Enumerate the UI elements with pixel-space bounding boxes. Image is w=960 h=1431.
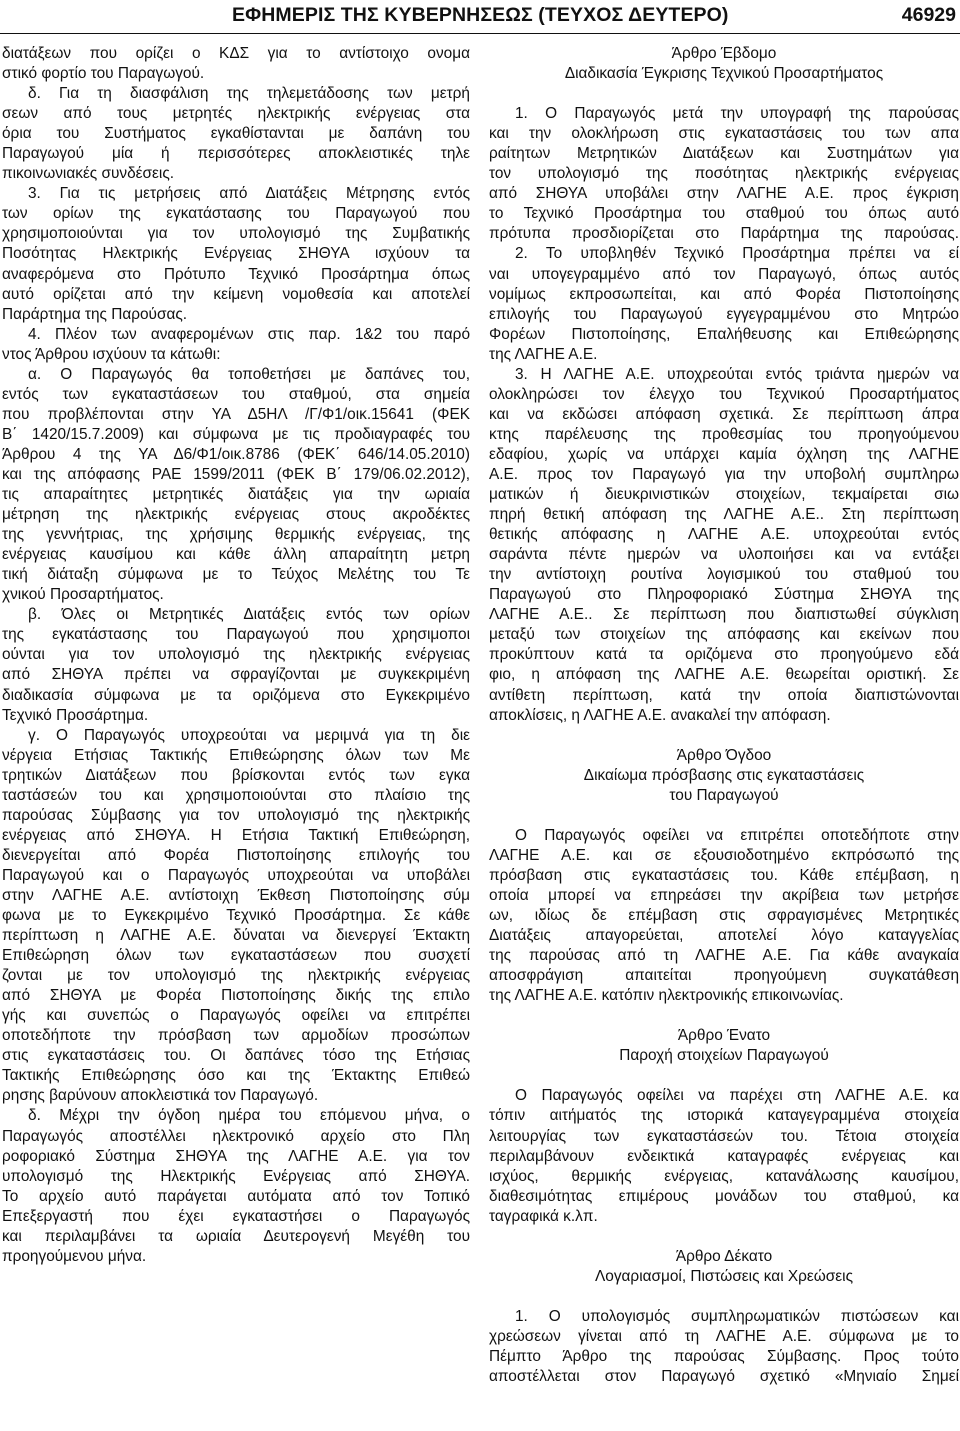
- article-heading: Άρθρο Δέκατο: [675, 1247, 773, 1265]
- right-column-text-line: Ο Παραγωγός οφείλει να παρέχει στη ΛΑΓΗΕ Α.Ε. κα: [515, 1087, 959, 1105]
- gazette-title: ΕΦΗΜΕΡΙΣ ΤΗΣ ΚΥΒΕΡΝΗΣΕΩΣ (ΤΕΥΧΟΣ ΔΕΥΤΕΡΟ): [232, 4, 729, 26]
- left-column-text-line: των ορίων της εγκατάστασης του Παραγωγού που: [2, 205, 470, 223]
- left-column-text-line: ροφοριακό Σύστημα ΣΗΘΥΑ της ΛΑΓΗΕ Α.Ε. για τον: [2, 1147, 470, 1165]
- paragraph-spacer: [489, 84, 959, 104]
- right-column-text-line: θετικής απόφασης η ΛΑΓΗΕ Α.Ε. υποχρεούται εντός: [489, 526, 959, 544]
- right-column-text-line: σαράντα πέντε ημερών να υλοποιήσει και να εντάξει: [489, 546, 959, 564]
- left-column-text-line: τρητικών Διατάξεων που βρίσκονται εντός των εγκα: [2, 766, 470, 784]
- paragraph-spacer: [489, 1287, 959, 1307]
- right-column-text-line: ΛΑΓΗΕ Α.Ε. και σε εξουσιοδοτημένο εκπρόσωπό της: [489, 846, 959, 864]
- left-column-text-line: Παραγωγού μία ή περισσότερες αποκλειστικές τηλε: [2, 145, 470, 163]
- left-column-text-line: Επιθεώρηση όλων των εγκαταστάσεων που συσχετί: [2, 947, 470, 965]
- left-column-text-line: α. Ο Παραγωγός θα τοποθετήσει με δαπάνες του,: [28, 365, 470, 383]
- right-column-text-line: μεταξύ των στοιχείων της απόφασης και εκείνων που: [489, 626, 959, 644]
- left-column-text-line: Παράρτημα της Παρούσας.: [2, 305, 188, 323]
- paragraph-spacer: [489, 1066, 959, 1086]
- left-column-text-line: ντος Άρθρου ισχύουν τα κάτωθι:: [2, 345, 221, 363]
- right-column-text-line: ΛΑΓΗΕ Α.Ε.. Σε περίπτωση που διαπιστωθεί σύγκλιση: [489, 606, 959, 624]
- left-column-text-line: πικοινωνιακές συνδέσεις.: [2, 165, 175, 183]
- right-column-text-line: Διατάξεις απαγορεύεται, αποτελεί λόγο καταγγελίας: [489, 927, 959, 945]
- right-column-text-line: τον υπολογισμό της ποσότητας ηλεκτρικής ενέργειας: [489, 165, 959, 183]
- left-column-text-line: τις απαραίτητες μετρητικές διατάξεις για την ωριαία: [2, 486, 470, 504]
- right-column-text-line: φιο, η απόφαση της ΛΑΓΗΕ Α.Ε. θεωρείται οριστική. Σε: [489, 666, 959, 684]
- left-column-text-line: ενέργειας από ΣΗΘΥΑ. Η Ετήσια Τακτική Επιθεώρηση,: [2, 826, 470, 844]
- right-column-text-line: αποσφράγιση απαιτείται προηγούμενη συγκατάθεση: [489, 967, 959, 985]
- left-column-text-line: Το αρχείο αυτό παράγεται αυτόματα από τον Τοπικό: [2, 1187, 470, 1205]
- right-column-text-line: νομίμως εκπροσωπείται, και από Φορέα Πιστοποίησης: [489, 285, 959, 303]
- right-column-text-line: αντίθετη περίπτωση, κατά την οποία διαπιστώνονται: [489, 686, 959, 704]
- right-column-text-line: πρότυπα προσδιορίζεται στο Παράρτημα της παρούσας.: [489, 225, 959, 243]
- article-heading: Παροχή στοιχείων Παραγωγού: [619, 1047, 829, 1065]
- right-column-text-line: πηρή θετική απόφαση της ΛΑΓΗΕ Α.Ε.. Στη περίπτωση: [489, 506, 959, 524]
- left-column-text-line: στικό φορτίο του Παραγωγού.: [2, 65, 205, 83]
- right-column-text-line: της ΛΑΓΗΕ Α.Ε.: [489, 345, 598, 363]
- right-column-text-line: της ΛΑΓΗΕ Α.Ε. κατόπιν ηλεκτρονικής επικοινωνίας.: [489, 987, 844, 1005]
- right-column-text-line: χρεώσεων γίνεται από τη ΛΑΓΗΕ Α.Ε. σύμφωνα με το: [489, 1328, 959, 1345]
- right-column-text-line: πρόσβαση στις εγκαταστάσεις του. Κάθε επέμβαση, η: [489, 866, 959, 884]
- left-column-text-line: 3. Για τις μετρήσεις από Διατάξεις Μέτρησης εντός: [28, 185, 470, 203]
- right-column-text-line: 2. Το υποβληθέν Τεχνικό Προσάρτημα πρέπει να εί: [515, 245, 959, 263]
- left-column-text-line: στις εγκαταστάσεις του. Οι δαπάνες τόσο της Ετήσιας: [2, 1047, 470, 1065]
- left-column-text-line: Άρθρου 4 της ΥΑ Δ6/Φ1/οικ.8786 (ΦΕΚ΄ 646/14.05.2010): [2, 445, 470, 463]
- left-column-text-line: διατάξεων που ορίζει ο ΚΔΣ για το αντίστοιχο ονομα: [2, 45, 470, 62]
- right-column-text-line: ισχύος, θερμικής ενέργειας, κατανάλωσης καυσίμου,: [489, 1167, 959, 1185]
- left-column-text-line: και περιλαμβάνει τα ωριαία Δευτερογενή Μεγέθη του: [2, 1227, 470, 1245]
- left-column-text-line: όρια του Συστήματος εγκαθίστανται με δαπάνη του: [2, 125, 470, 143]
- left-column-text-line: προηγούμενου μήνα.: [2, 1247, 147, 1265]
- right-column-text-line: 1. Ο Παραγωγός μετά την υπογραφή της παρούσας: [515, 105, 959, 123]
- left-column-text-line: β. Όλες οι Μετρητικές Διατάξεις εντός των ορίων: [28, 606, 470, 624]
- left-column-text-line: τική διάταξη σύμφωνα με το Τεύχος Μελέτης του Τε: [2, 566, 470, 584]
- right-column-text-line: 1. Ο υπολογισμός συμπληρωματικών πιστώσεων και: [515, 1307, 959, 1325]
- right-column-text-line: 3. Η ΛΑΓΗΕ Α.Ε. υποχρεούται εντός τριάντα ημερών να: [515, 365, 959, 383]
- paragraph-spacer: [489, 726, 959, 746]
- left-column-text-line: που προβλέπονται στην ΥΑ Δ5ΗΛ /Γ/Φ1/οικ.15641 (ΦΕΚ: [2, 405, 470, 423]
- paragraph-spacer: [489, 806, 959, 826]
- right-column-text-line: και την ολοκλήρωση στις εγκαταστάσεις του των απα: [489, 125, 959, 143]
- right-column-text-line: ματικών ή διευκρινιστικών στοιχείων, τεκμαίρεται σιω: [489, 486, 959, 504]
- right-column-text-line: προκύπτουν κατά τα οριζόμενα στο προηγούμενο εδά: [489, 646, 959, 664]
- left-column-text-line: οποτεδήποτε την πρόσβαση των αρμοδίων προσώπων: [2, 1027, 470, 1045]
- left-column-text-line: της εγκατάστασης του Παραγωγού που χρησιμοποι: [2, 626, 470, 644]
- right-column-text-line: ταγραφικά κ.λπ.: [489, 1207, 598, 1225]
- left-column-text-line: στην ΛΑΓΗΕ Α.Ε. αντίστοιχη Έκθεση Πιστοποίησης σύμ: [2, 886, 470, 904]
- left-column-text-line: διαδικασία σύμφωνα με τα οριζόμενα στο Εγκεκριμένο: [2, 686, 470, 704]
- left-column-text-line: γ. Ο Παραγωγός υποχρεούται να μεριμνά για τη διε: [28, 726, 470, 744]
- left-column-text-line: σεων από τους μετρητές ηλεκτρικής ενέργειας στα: [2, 105, 470, 123]
- right-column-text-line: από ΣΗΘΥΑ υποβάλει στην ΛΑΓΗΕ Α.Ε. προς έγκριση: [489, 185, 959, 203]
- left-column-text-line: Παραγωγός αποστέλλει ηλεκτρονικό αρχείο στο Πλη: [2, 1127, 470, 1145]
- right-column-text-line: ων, ιδίως δε επέμβαση στις σφραγισμένες Μετρητικές: [489, 907, 959, 925]
- right-column-text-line: εδαφίου, χωρίς να υπάρχει καμία όχληση της ΛΑΓΗΕ: [489, 445, 959, 463]
- left-column-text-line: ταστάσεών του και χρησιμοποιούνται στο πλαίσιο της: [2, 786, 470, 804]
- left-column-text-line: και της απόφασης ΡΑΕ 1599/2011 (ΦΕΚ Β΄ 179/06.02.2012),: [2, 465, 470, 483]
- left-column-text-line: διενεργείται από Φορέα Πιστοποίησης επιλογής του: [2, 846, 470, 864]
- right-column-text-line: της παρούσας από τη ΛΑΓΗΕ Α.Ε. Για κάθε αναγκαία: [489, 947, 959, 965]
- left-column-text-line: ενέργειας καυσίμου και κάθε άλλη απαραίτητη μετρη: [2, 546, 470, 564]
- right-column-text-line: ολοκληρώσει τον έλεγχο του Τεχνικού Προσαρτήματος: [489, 385, 959, 403]
- article-heading: Δικαίωμα πρόσβασης στις εγκαταστάσεις: [583, 766, 865, 784]
- left-column-text-line: της γεννήτριας, της χρήσιμης θερμικής ενέργειας, της: [2, 526, 470, 544]
- article-heading: Λογαριασμοί, Πιστώσεις και Χρεώσεις: [595, 1267, 853, 1285]
- right-column-text-line: τόπιν αιτήματός της ιστορικά καταγεγραμμένα στοιχεία: [489, 1107, 959, 1125]
- article-heading: του Παραγωγού: [669, 786, 779, 804]
- left-column-text-line: Επεξεργαστή που έχει εγκαταστήσει ο Παραγωγός: [2, 1207, 470, 1225]
- left-column-text-line: δ. Για τη διασφάλιση της τηλεμετάδοσης των μετρή: [28, 85, 470, 103]
- right-column-text-line: Παραγωγού στο Πληροφοριακό Σύστημα ΣΗΘΥΑ της: [489, 586, 959, 604]
- left-column-text-line: ούνται για τον υπολογισμό της ηλεκτρικής ενέργειας: [2, 646, 470, 664]
- left-column-text-line: περίπτωση η ΛΑΓΗΕ Α.Ε. δύναται να διενεργεί Έκτακτη: [2, 927, 470, 945]
- left-column-text-line: γής και συνεπώς ο Παραγωγός οφείλει να επιτρέπει: [2, 1007, 470, 1025]
- left-column-text-line: αυτό ορίζεται από την κείμενη νομοθεσία και αποτελεί: [2, 285, 470, 303]
- left-column-text-line: Τεχνικό Προσάρτημα.: [2, 706, 149, 724]
- left-column-text-line: από ΣΗΘΥΑ με Φορέα Πιστοποίησης δικής της επιλο: [2, 987, 470, 1005]
- right-column-text-line: κτης παρέλευσης της προθεσμίας του προηγούμενου: [489, 425, 959, 443]
- page-header: [0, 0, 960, 34]
- left-column-text-line: ρησης βαρύνουν αποκλειστικά τον Παραγωγό.: [2, 1087, 319, 1105]
- right-column-text-line: οποία μπορεί να επηρεάσει την ακρίβεια των μετρήσε: [489, 886, 959, 904]
- right-column-text-line: επιλογής του Παραγωγού εγγεγραμμένου στο Μητρώο: [489, 305, 959, 323]
- left-column: [2, 44, 470, 1267]
- right-column-text-line: Α.Ε. προς τον Παραγωγό για την υποβολή συμπληρω: [489, 465, 959, 483]
- article-heading: Άρθρο Έβδομο: [671, 45, 777, 62]
- right-column-text-line: Φορέων Πιστοποίησης, Επαλήθευσης και Επιθεώρησης: [489, 325, 959, 343]
- header-divider: [0, 33, 960, 34]
- right-column-text-line: αποκλίσεις, η ΛΑΓΗΕ Α.Ε. ανακαλεί την απόφαση.: [489, 706, 831, 724]
- right-column-text-line: λειτουργίας των εγκαταστάσεών του. Τέτοια στοιχεία: [489, 1127, 959, 1145]
- left-column-text-line: Β΄ 1420/15.7.2009) και σύμφωνα με τις προδιαγραφές του: [2, 425, 470, 443]
- article-heading: Άρθρο Όγδοο: [676, 746, 772, 764]
- right-column-text-line: διαθεσιμότητας επιμέρους μονάδων του σταθμού, κα: [489, 1187, 959, 1205]
- right-column-text-line: Πέμπτο Άρθρο της παρούσας Σύμβασης. Προς τούτο: [489, 1348, 959, 1366]
- paragraph-spacer: [489, 1227, 959, 1247]
- left-column-text-line: χρησιμοποιούνται για τον υπολογισμό της Συμβατικής: [2, 225, 470, 243]
- right-column-text-line: αποστέλλεται στον Παραγωγό σχετικό «Μηνιαίο Σημεί: [489, 1368, 959, 1386]
- left-column-text-line: νέργεια Ετήσιας Τακτικής Επιθεώρησης όλων των Με: [2, 746, 470, 764]
- right-column-text-line: Ο Παραγωγός οφείλει να επιτρέπει οποτεδήποτε στην: [515, 826, 959, 844]
- right-column-text-line: περιλαμβάνουν ενδεικτικά καταγραφές ενέργειας και: [489, 1147, 959, 1165]
- page-number: 46929: [901, 4, 956, 26]
- right-column-text-line: και να εκδώσει απόφαση σχετικά. Σε περίπτωση άπρα: [489, 405, 959, 423]
- left-column-text-line: φωνα με το Εγκεκριμένο Τεχνικό Προσάρτημα. Σε κάθε: [2, 907, 470, 925]
- left-column-text-line: από ΣΗΘΥΑ πρέπει να σφραγίζονται με συγκεκριμένη: [2, 666, 470, 684]
- left-column-text-line: εντός των εγκαταστάσεων του σταθμού, στα σημεία: [2, 385, 470, 403]
- paragraph-spacer: [489, 1006, 959, 1026]
- left-column-text-line: παρούσας Σύμβασης για τον υπολογισμό της ηλεκτρικής: [2, 806, 470, 824]
- left-column-text-line: Τακτικής Επιθεώρησης όσο και της Έκτακτης Επιθεώ: [2, 1067, 470, 1085]
- left-column-text-line: αναφερόμενα στο Πρότυπο Τεχνικό Προσάρτημα όπως: [2, 265, 470, 283]
- left-column-text-line: Ποσότητας Ηλεκτρικής Ενέργειας ΣΗΘΥΑ ισχύουν τα: [2, 245, 470, 263]
- left-column-text-line: 4. Πλέον των αναφερομένων στις παρ. 1&2 του παρό: [28, 325, 470, 343]
- left-column-text-line: Παραγωγού και ο Παραγωγός υποχρεούται να υποβάλει: [2, 866, 470, 884]
- left-column-text-line: ζονται με τον υπολογισμό της ηλεκτρικής ενέργειας: [2, 967, 470, 985]
- right-column-text-line: ραίτητων Μετρητικών Διατάξεων και Συστημάτων για: [489, 145, 959, 163]
- right-column-text-line: την αντίστοιχη ρουτίνα λογισμικού του σταθμού του: [489, 566, 959, 584]
- left-column-text-line: χνικού Προσαρτήματος.: [2, 586, 164, 604]
- article-heading: Διαδικασία Έγκρισης Τεχνικού Προσαρτήματος: [564, 65, 884, 83]
- article-heading: Άρθρο Ένατο: [677, 1027, 771, 1045]
- right-column-text-line: ναι υπογεγραμμένο από τον Παραγωγό, όπως αυτός: [489, 265, 959, 283]
- right-column-text-line: το Τεχνικό Προσάρτημα του σταθμού του όπως αυτό: [489, 205, 959, 223]
- left-column-text-line: υπολογισμό της Ηλεκτρικής Ενέργειας από ΣΗΘΥΑ.: [2, 1167, 470, 1185]
- left-column-text-line: δ. Μέχρι την όγδοη ημέρα του επόμενου μήνα, ο: [28, 1107, 470, 1125]
- left-column-text-line: μέτρηση της ηλεκτρικής ενέργειας στους ακροδέκτες: [2, 506, 470, 524]
- right-column: [489, 44, 959, 1387]
